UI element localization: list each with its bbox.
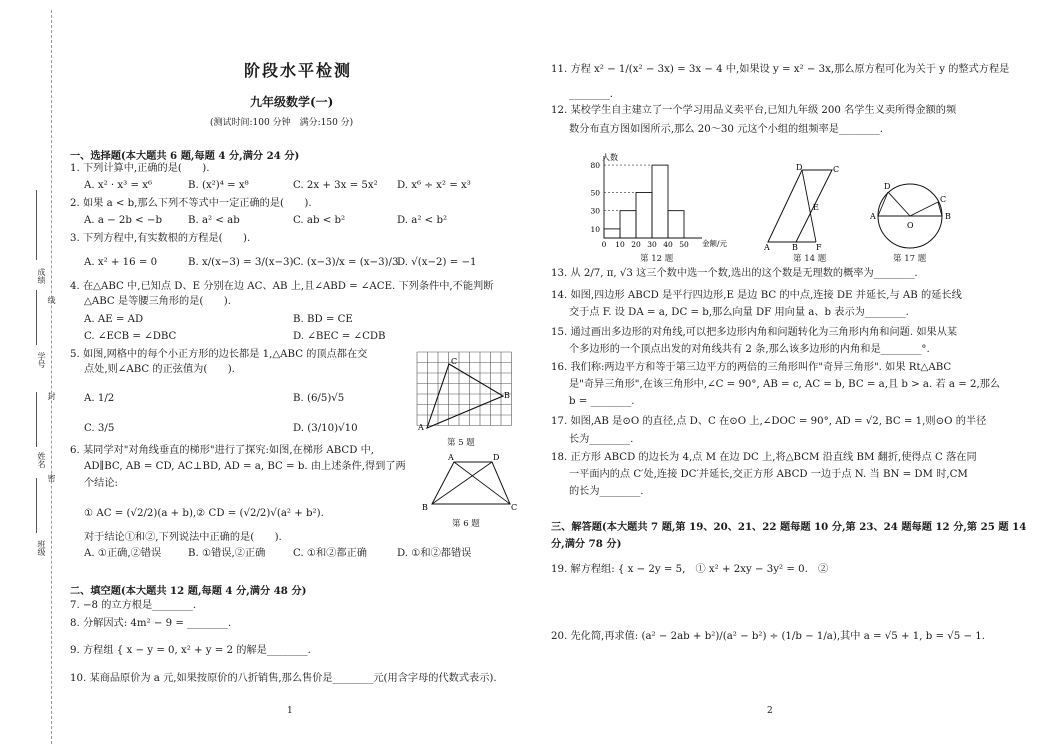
fig14-label-f: F <box>816 243 822 250</box>
right-line: 18. 正方形 ABCD 的边长为 4,点 M 在边 DC 上,将△BCM 沿直线 BM 翻折,使得点 C 落在同 <box>551 452 977 463</box>
bind-word-line: 线 <box>47 296 56 304</box>
figure-12-caption: 第 12 题 <box>640 254 674 264</box>
fig14-label-d: D <box>796 163 803 172</box>
left-line: 5. 如图,网格中的每个小正方形的边长都是 1,△ABC 的顶点都在交 <box>70 349 368 360</box>
hist-x-tick: 50 <box>679 240 689 248</box>
bind-word-seal: 封 <box>47 392 56 400</box>
left-line: D. ∠BEC = ∠CDB <box>293 331 386 342</box>
left-line: A. x² + 16 = 0 <box>84 257 158 268</box>
right-line: 个多边形的一个顶点出发的对角线共有 2 条,那么该多边形的内角和是________°. <box>569 344 930 355</box>
left-line: △ABC 是等腰三角形的是( ). <box>84 296 231 307</box>
left-line: 1. 下列计算中,正确的是( ). <box>70 163 210 174</box>
left-line: 一、选择题(本大题共 6 题,每题 4 分,满分 24 分) <box>70 150 300 162</box>
left-line: 2. 如果 a < b,那么下列不等式中一定正确的是( ). <box>70 198 312 209</box>
right-line: 14. 如图,四边形 ABCD 是平行四边形,E 是边 BC 的中点,连接 DE 并延长,与 AB 的延长线 <box>551 290 962 301</box>
right-line: 是"奇异三角形",在该三角形中,∠C = 90°, AB = c, AC = b, BC = a,且 b > a. 若 a = 2,那么 <box>569 379 1001 390</box>
right-line: 15. 通过画出多边形的对角线,可以把多边形内角和问题转化为三角形内角和问题. 如果从某 <box>551 327 958 338</box>
figure-6-caption: 第 6 题 <box>452 519 480 529</box>
right-line: 数分布直方图如图所示,那么 20～30 元这个小组的组频率是________. <box>569 124 883 135</box>
hist-bar-0-10 <box>604 229 620 238</box>
fig14-label-b: B <box>792 243 798 250</box>
left-line: A. AE = AD <box>84 314 144 325</box>
left-line: B. x/(x−3) = 3/(x−3) <box>188 257 294 268</box>
figure-14-caption: 第 14 题 <box>793 254 827 264</box>
right-line: 20. 先化简,再求值: (a² − 2ab + b²)/(a² − b²) ÷ (1/b − 1/a),其中 a = √5 + 1, b = √5 − 1. <box>551 631 985 642</box>
right-line: 长为________. <box>569 434 634 445</box>
hist-bar-40-50 <box>668 211 684 238</box>
right-line: b = ________. <box>569 396 635 407</box>
left-line: AD∥BC, AB = CD, AC⊥BD, AD = a, BC = b. 由上述条件,得到了两 <box>84 461 406 472</box>
left-line: C. 2x + 3x = 5x² <box>293 180 378 191</box>
triangle-abc <box>427 364 503 428</box>
right-line: 19. 解方程组: { x − 2y = 5, ① x² + 2xy − 3y² = 0. ② <box>551 564 829 575</box>
figure-14-parallelogram <box>762 162 842 250</box>
figure-6-trapezoid <box>418 452 518 512</box>
left-line: B. (x²)⁴ = x⁸ <box>188 180 249 191</box>
left-line: 3. 下列方程中,有实数根的方程是( ). <box>70 233 251 244</box>
left-line: 7. −8 的立方根是________. <box>70 600 197 611</box>
left-line: ① AC = (√2/2)(a + b),② CD = (√2/2)√(a² + b²). <box>84 508 324 519</box>
figure-12-histogram <box>572 148 750 248</box>
fig6-label-d: D <box>493 453 500 462</box>
left-line: A. 1/2 <box>84 393 115 404</box>
hist-x-tick: 30 <box>647 240 657 248</box>
page-title: 阶段水平检测 <box>244 61 353 80</box>
fig14-label-e: E <box>813 203 819 212</box>
fig14-label-a: A <box>764 243 770 250</box>
figure-5-caption: 第 5 题 <box>447 438 475 448</box>
right-line: 分,满分 78 分) <box>551 538 622 550</box>
left-line: 4. 在△ABC 中,已知点 D、E 分别在边 AC、AB 上,且∠ABD = ∠ACE. 下列条件中,不能判断 <box>70 281 494 292</box>
left-line: D. a² < b² <box>397 215 448 226</box>
fig17-label-d: D <box>884 182 891 191</box>
left-line: 个结论: <box>84 478 118 489</box>
fig5-label-c: C <box>451 357 458 366</box>
left-line: 二、填空题(本大题共 12 题,每题 4 分,满分 48 分) <box>70 585 307 597</box>
left-line: D. (3/10)√10 <box>293 423 358 434</box>
left-line: 10. 某商品原价为 a 元,如果按原价的八折销售,那么售价是________元(用含字母的代数式表示). <box>70 673 497 684</box>
left-line: A. ①正确,②错误 <box>84 548 162 559</box>
right-line: 的长为________. <box>569 486 644 497</box>
fig17-label-o: O <box>907 221 914 230</box>
hist-y-tick: 30 <box>590 206 600 216</box>
field-score-line <box>36 190 37 260</box>
hist-x-tick: 40 <box>663 240 673 248</box>
left-line: A. x² · x³ = x⁶ <box>84 180 153 191</box>
page-number-left: 1 <box>287 706 293 716</box>
left-line: C. ab < b² <box>293 215 346 226</box>
hist-x-title: 金额/元 <box>702 239 728 248</box>
hist-y-tick: 80 <box>590 161 600 171</box>
hist-x-tick: 20 <box>631 240 641 248</box>
field-id-label: 学号 <box>37 352 46 368</box>
field-name-label: 姓名 <box>37 452 46 468</box>
fig6-label-b: B <box>422 503 428 512</box>
left-line: A. a − 2b < −b <box>84 215 162 226</box>
left-line: D. x⁶ ÷ x² = x³ <box>397 180 471 191</box>
hist-y-tick: 10 <box>590 224 600 234</box>
right-line: 13. 从 2/7, π, √3 这三个数中选一个数,选出的这个数是无理数的概率为________. <box>551 268 918 279</box>
hist-bar-10-20 <box>620 211 636 238</box>
hist-y-title: 人数 <box>602 153 618 162</box>
right-line: ________. <box>569 89 613 100</box>
left-line: B. a² < ab <box>188 215 240 226</box>
left-line: 对于结论①和②,下列说法中正确的是( ). <box>84 532 282 543</box>
field-class-line <box>36 478 37 533</box>
fig6-label-a: A <box>448 453 454 462</box>
left-line: C. (x−3)/x = (x−3)/3 <box>293 257 399 268</box>
right-line: 一平面内的点 C′处,连接 DC′并延长,交正方形 ABCD 一边于点 N. 当 BN = DM 时,CM <box>569 469 968 480</box>
figure-5-grid <box>413 350 515 432</box>
left-line: 点处,则∠ABC 的正弦值为( ). <box>84 364 235 375</box>
hist-bar-30-40 <box>652 165 668 238</box>
fig6-label-c: C <box>511 503 518 512</box>
figure-17-caption: 第 17 题 <box>893 254 927 264</box>
left-line: B. ①错误,②正确 <box>188 548 266 559</box>
fig5-label-b: B <box>504 391 510 400</box>
binding-margin <box>20 0 48 754</box>
right-line: 12. 某校学生自主建立了一个学习用品义卖平台,已知九年级 200 名学生义卖所得金额的频 <box>551 105 957 116</box>
fig17-label-c: C <box>940 195 947 204</box>
hist-x-tick: 0 <box>601 240 607 248</box>
left-line: B. (6/5)√5 <box>293 393 345 404</box>
right-line: 11. 方程 x² − 1/(x² − 3x) = 3x − 4 中,如果设 y = x² − 3x,那么原方程可化为关于 y 的整式方程是 <box>551 64 1010 75</box>
right-line: 交于点 F. 设 DA = a, DC = b,那么向量 DF 用向量 a、b 表示为________. <box>569 307 909 318</box>
right-line: 16. 我们称:两边平方和等于第三边平方的两倍的三角形叫作"奇异三角形". 如果 Rt△ABC <box>551 362 952 373</box>
right-line: 三、解答题(本大题共 7 题,第 19、20、21、22 题每题 10 分,第 23、24 题每题 12 分,第 25 题 14 <box>551 521 1027 533</box>
left-line: 9. 方程组 { x − y = 0, x² + y = 2 的解是________. <box>70 645 311 656</box>
bind-word-secret: 密 <box>47 474 56 482</box>
fig5-label-a: A <box>418 423 424 432</box>
left-line: C. 3/5 <box>84 423 115 434</box>
hist-y-tick: 50 <box>590 188 600 198</box>
left-line: D. √(x−2) = −1 <box>397 257 477 268</box>
hist-bar-20-30 <box>636 192 652 238</box>
fold-dashed-line <box>51 10 52 744</box>
page-subtitle: 九年级数学(一) <box>250 95 334 109</box>
figure-17-circle <box>870 176 954 252</box>
page-number-right: 2 <box>767 706 773 716</box>
field-score-label: 成绩 <box>37 268 46 284</box>
left-line: D. ①和②都错误 <box>397 548 472 559</box>
fig17-label-a: A <box>870 212 876 221</box>
left-line: C. ∠ECB = ∠DBC <box>84 331 177 342</box>
field-id-line <box>36 290 37 345</box>
field-class-label: 班级 <box>37 540 46 556</box>
left-line: C. ①和②都正确 <box>293 548 367 559</box>
left-line: B. BD = CE <box>293 314 353 325</box>
hist-x-tick: 10 <box>615 240 625 248</box>
field-name-line <box>36 392 37 447</box>
fig17-label-b: B <box>945 212 951 221</box>
left-line: 6. 某同学对"对角线垂直的梯形"进行了探究:如图,在梯形 ABCD 中, <box>70 445 375 456</box>
fig14-label-c: C <box>833 165 840 174</box>
exam-info: (测试时间:100 分钟 满分:150 分) <box>210 118 354 128</box>
right-line: 17. 如图,AB 是⊙O 的直径,点 D、C 在⊙O 上,∠DOC = 90°, AD = √2, BC = 1,则⊙O 的半径 <box>551 416 987 427</box>
left-line: 8. 分解因式: 4m² − 9 = ________. <box>70 618 232 629</box>
